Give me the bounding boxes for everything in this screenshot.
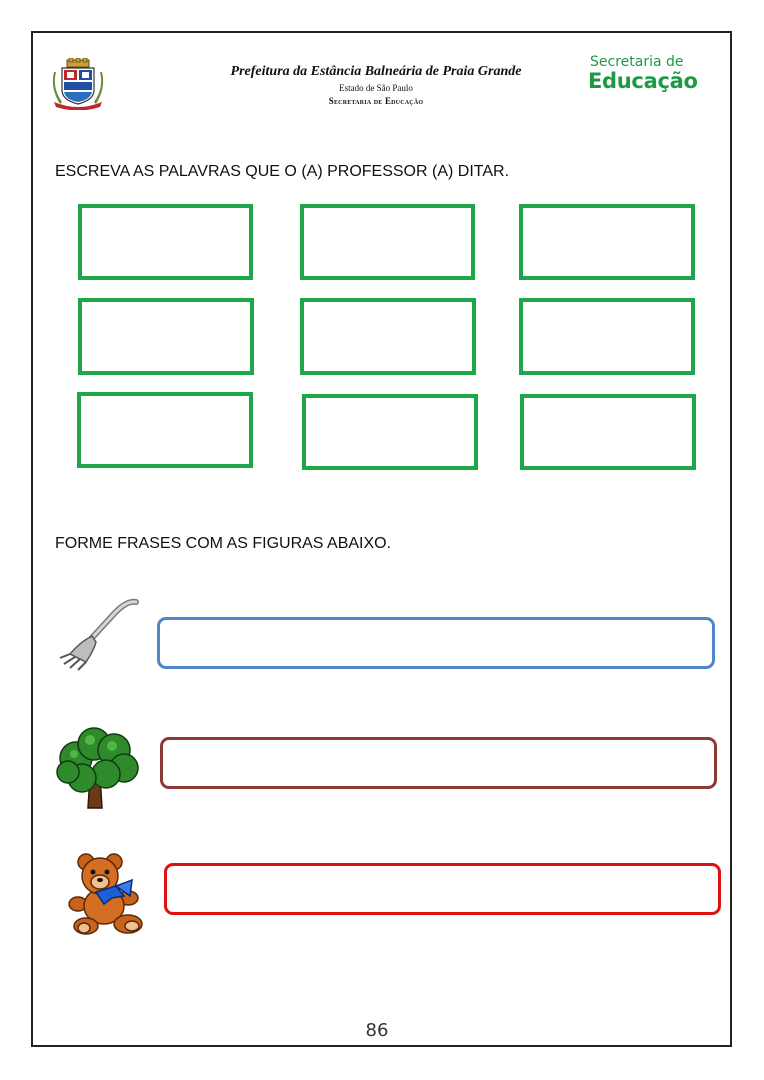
sentence-line-tree[interactable]	[160, 737, 717, 789]
sentence-line-fork[interactable]	[157, 617, 715, 669]
tree-icon	[54, 724, 140, 810]
word-box-2[interactable]	[300, 204, 475, 280]
teddy-bear-icon	[66, 852, 150, 936]
fork-icon	[56, 596, 140, 672]
state-subtitle: Estado de São Paulo	[339, 83, 413, 93]
sentence-instruction: FORME FRASES COM AS FIGURAS ABAIXO.	[55, 535, 392, 552]
page-number: 86	[365, 1020, 389, 1041]
word-box-7[interactable]	[77, 392, 253, 468]
secretaria-logo-line2: Educação	[588, 69, 698, 93]
word-box-3[interactable]	[519, 204, 695, 280]
word-box-5[interactable]	[300, 298, 476, 375]
word-box-4[interactable]	[78, 298, 254, 375]
word-box-8[interactable]	[302, 394, 478, 470]
word-box-9[interactable]	[520, 394, 696, 470]
word-box-6[interactable]	[519, 298, 695, 375]
prefecture-title: Prefeitura da Estância Balneária de Praia Grande	[230, 64, 522, 79]
city-crest-icon	[50, 58, 106, 110]
sentence-line-teddy-bear[interactable]	[164, 863, 721, 915]
word-box-1[interactable]	[78, 204, 253, 280]
dictation-instruction: ESCREVA AS PALAVRAS QUE O (A) PROFESSOR (A) DITAR.	[55, 163, 510, 180]
department-name: Secretaria de Educação	[328, 96, 424, 106]
secretaria-logo-line1: Secretaria de	[590, 54, 684, 70]
